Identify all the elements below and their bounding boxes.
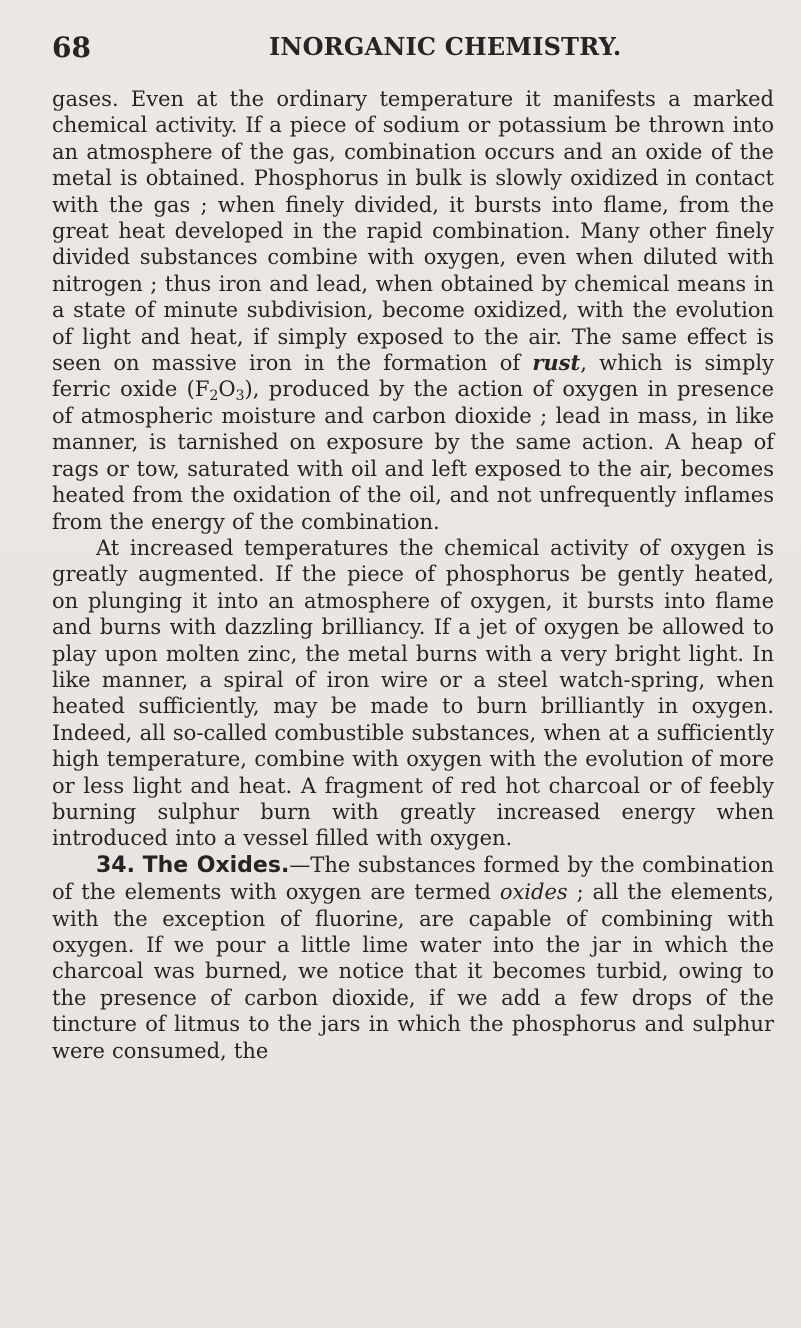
running-title: INORGANIC CHEMISTRY. [269, 32, 622, 61]
page-number: 68 [52, 31, 91, 64]
paragraph-gases-text-2: , which is simply ferric oxide ( [52, 351, 774, 402]
paragraph-oxides-text-2: ; all the elements, with the exception of fluorine, are capable of combining with oxygen. If we pour a little lime water into the jar in which the charcoal was burned, we notice that it becomes turbid, owing to the presence of carbon dioxide, if we add a few drops of the tincture of litmus to the jars in which the phosphorus and sulphur were consumed, the [52, 880, 775, 1063]
section-heading: The Oxides. [142, 852, 290, 878]
paragraph-oxides [52, 852, 774, 1064]
rust-term: rust [532, 350, 581, 376]
paragraph-oxides-text-1: —The substances formed by the combination of the elements with oxygen are termed [52, 852, 774, 905]
ferric-oxide-formula: $F_2O_3$ [194, 377, 245, 405]
paragraph-gases [52, 86, 774, 535]
section-number: 34. [96, 852, 135, 878]
body-text [52, 86, 774, 1064]
oxides-term: oxides [499, 880, 568, 905]
paragraph-gases-text-1: gases. Even at the ordinary temperature it manifests a marked chemical activity. If a piece of sodium or potassium be thrown into an atmosphere of the gas, combination occurs and an oxide of the metal is obtained. Phosphorus in bulk is slowly oxidized in contact with the gas ; when finely divided, it bursts into flame, from the great heat developed in the rapid combination. Many other finely divided substances combine with oxygen, even when diluted with nitrogen ; thus iron and lead, when obtained by chemical means in a state of minute subdivision, become oxidized, with the evolution of light and heat, if simply exposed to the air. The same effect is seen on massive iron in the formation of [52, 87, 774, 376]
page-header [52, 31, 772, 67]
paragraph-gases-text-3: ), produced by the action of oxygen in presence of atmospheric moisture and carbon dioxide ; lead in mass, in like manner, is tarnished on exposure by the same action. A heap of rags or tow, saturated with oil and left exposed to the air, becomes heated from the oxidation of the oil, and not unfrequently inflames from the energy of the combination. [52, 377, 775, 534]
paragraph-increased-temperatures-text: At increased temperatures the chemical activity of oxygen is greatly augmented. If the piece of phosphorus be gently heated, on plunging it into an atmosphere of oxygen, it bursts into flame and burns with dazzling brilliancy. If a jet of oxygen be allowed to play upon molten zinc, the metal burns with a very bright light. In like manner, a spiral of iron wire or a steel watch-spring, when heated sufficiently, may be made to burn brilliantly in oxygen. Indeed, all so-called combustible substances, when at a sufficiently high temperature, combine with oxygen with the evolution of more or less light and heat. A fragment of red hot charcoal or of feebly burning sulphur burn with greatly increased energy when introduced into a vessel filled with oxygen. [52, 535, 774, 851]
paragraph-increased-temperatures [52, 535, 774, 852]
